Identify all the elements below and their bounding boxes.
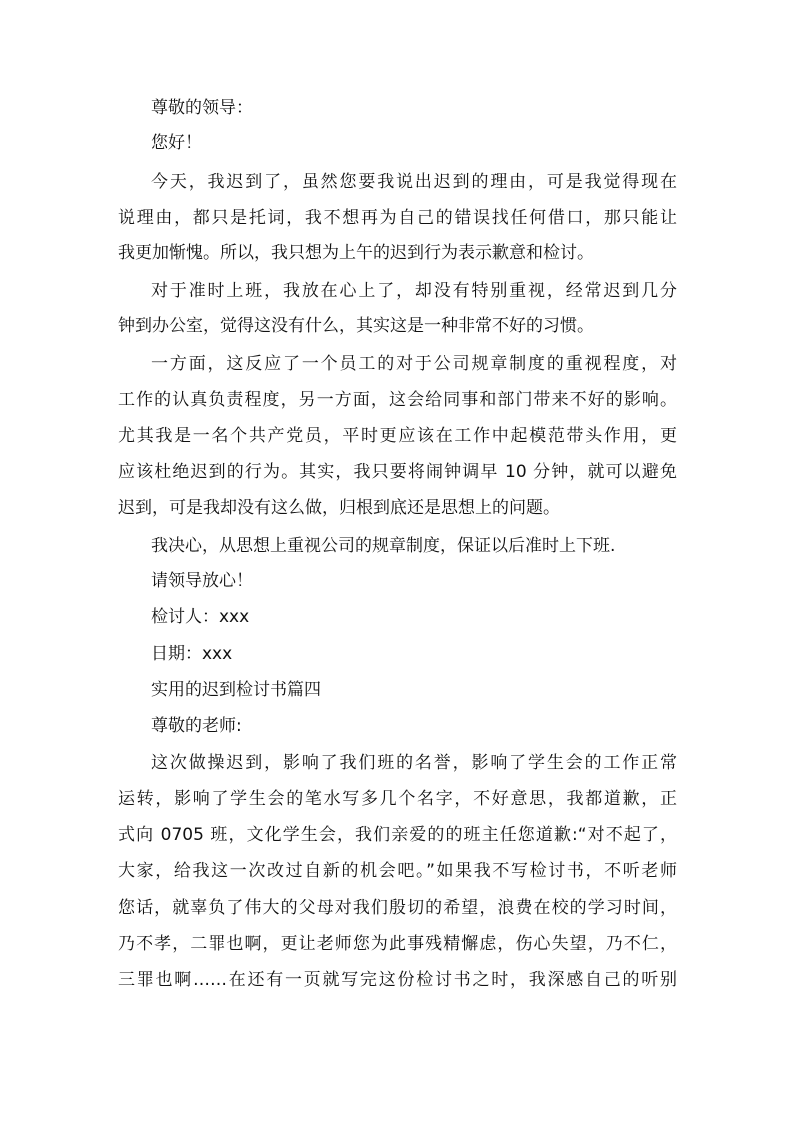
paragraph-line: 钟到办公室，觉得这没有什么，其实这是一种非常不好的习惯。 xyxy=(118,316,594,336)
signer-line: 检讨人：xxx xyxy=(151,607,250,627)
salutation-teacher: 尊敬的老师: xyxy=(151,716,242,736)
paragraph-line: 请领导放心！ xyxy=(151,571,253,591)
salutation-leader: 尊敬的领导： xyxy=(151,98,253,118)
paragraph-line: 今天，我迟到了，虽然您要我说出迟到的理由，可是我觉得现在 xyxy=(151,172,677,192)
paragraph-line: 说理由，都只是托词，我不想再为自己的错误找任何借口，那只能让 xyxy=(118,208,677,228)
section-title: 实用的迟到检讨书篇四 xyxy=(151,680,321,700)
date-line: 日期：xxx xyxy=(151,644,233,664)
paragraph-line: 这次做操迟到，影响了我们班的名誉，影响了学生会的工作正常 xyxy=(151,753,677,773)
paragraph-line: 一方面，这反应了一个员工的对于公司规章制度的重视程度，对 xyxy=(151,354,677,374)
paragraph-line: 我决心，从思想上重视公司的规章制度，保证以后准时上下班. xyxy=(151,536,616,556)
paragraph-line: 运转，影响了学生会的笔水写多几个名字，不好意思，我都道歉，正 xyxy=(118,789,677,809)
paragraph-line: 迟到，可是我却没有这么做，归根到底还是思想上的问题。 xyxy=(118,498,560,518)
paragraph-line: 尤其我是一名个共产党员，平时更应该在工作中起模范带头作用，更 xyxy=(118,426,677,446)
paragraph-line: 对于准时上班，我放在心上了，却没有特别重视，经常迟到几分 xyxy=(151,281,677,301)
paragraph-line: 我更加惭愧。所以，我只想为上午的迟到行为表示歉意和检讨。 xyxy=(118,243,594,263)
paragraph-line: 三罪也啊……在还有一页就写完这份检讨书之时，我深感自己的听别 xyxy=(118,970,677,990)
paragraph-line: 大家，给我这一次改过自新的机会吧。”如果我不写检讨书，不听老师 xyxy=(118,861,677,881)
paragraph-line: 式向 0705 班，文化学生会，我们亲爱的的班主任您道歉:“对不起了， xyxy=(118,825,677,845)
paragraph-line: 工作的认真负责程度，另一方面，这会给同事和部门带来不好的影响。 xyxy=(118,390,677,410)
paragraph-line: 应该杜绝迟到的行为。其实，我只要将闹钟调早 10 分钟，就可以避免 xyxy=(118,462,677,482)
paragraph-line: 您话，就辜负了伟大的父母对我们殷切的希望，浪费在校的学习时间， xyxy=(118,898,677,918)
greeting: 您好！ xyxy=(151,133,202,153)
paragraph-line: 乃不孝，二罪也啊，更让老师您为此事残精懈虑，伤心失望，乃不仁， xyxy=(118,934,677,954)
